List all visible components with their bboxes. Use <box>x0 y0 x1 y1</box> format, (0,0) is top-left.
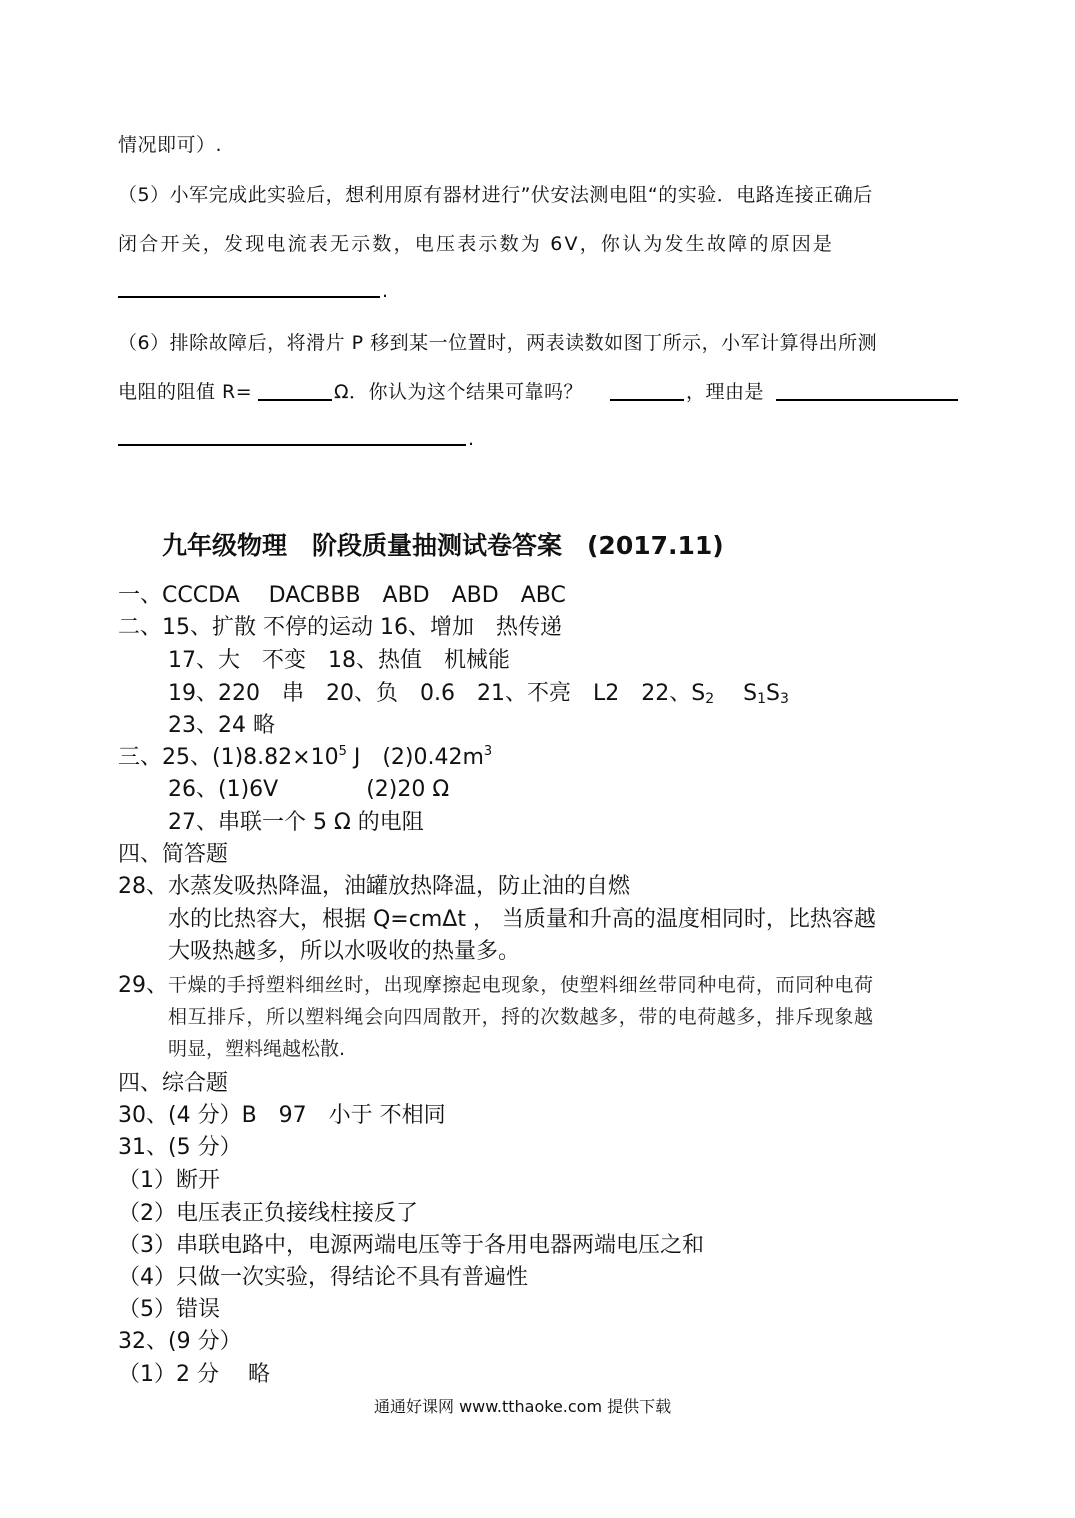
answers-section-2-line-2: 17、大 不变 18、热值 机械能 <box>168 648 510 673</box>
answer-29-line-1: 干燥的手捋塑料细丝时，出现摩擦起电现象，使塑料细丝带同种电荷，而同种电荷 <box>168 974 874 996</box>
answer-31-header: 31、(5 分） <box>118 1135 242 1160</box>
answer-30: 30、(4 分）B 97 小于 不相同 <box>118 1103 446 1128</box>
answer-28-line-3: 大吸热越多，所以水吸收的热量多。 <box>168 939 521 964</box>
answer-blank-resistance <box>258 399 332 401</box>
answer-31-part-5: （5）错误 <box>118 1297 220 1322</box>
question-6-reason-label: ，理由是 <box>686 381 765 403</box>
question-6-end: . <box>468 428 475 450</box>
answer-31-part-2: （2）电压表正负接线柱接反了 <box>118 1201 418 1226</box>
answer-31-part-3: （3）串联电路中，电源两端电压等于各用电器两端电压之和 <box>118 1233 704 1258</box>
answers-section-3-line-2: 26、(1)6V (2)20 Ω <box>168 777 450 802</box>
answer-28-line-2: 水的比热容大，根据 Q=cmΔt ， 当质量和升高的温度相同时，比热容越 <box>168 907 876 932</box>
answers-section-3-line-3: 27、串联一个 5 Ω 的电阻 <box>168 810 424 835</box>
answer-29-line-3: 明显，塑料绳越松散. <box>168 1038 346 1060</box>
answers-section-2-line-4: 23、24 略 <box>168 713 275 738</box>
answers-section-3-line-1: 三、25、$(1)8.82\times 10^5$ J $(2)0.42m^3$ <box>118 744 493 770</box>
section-5-title: 四、综合题 <box>118 1071 229 1096</box>
answers-section-2-line-1: 二、15、扩散 不停的运动 16、增加 热传递 <box>118 615 562 640</box>
answer-blank-reliable <box>610 399 684 401</box>
answer-31-part-1: （1）断开 <box>118 1168 220 1193</box>
answer-29-line-2: 相互排斥，所以塑料绳会向四周散开，捋的次数越多，带的电荷越多，排斥现象越 <box>168 1006 874 1028</box>
question-5-line-1: （5）小军完成此实验后，想利用原有器材进行”伏安法测电阻“的实验．电路连接正确后 <box>118 184 873 206</box>
question-continuation: 情况即可）. <box>118 134 223 156</box>
answer-28-line-1: 28、水蒸发吸热降温，油罐放热降温，防止油的自燃 <box>118 874 630 899</box>
answer-29-number: 29、 <box>118 973 168 998</box>
question-6-resistance-label: 电阻的阻值 R= <box>118 381 253 403</box>
question-5-end: . <box>382 280 389 302</box>
question-5-line-2: 闭合开关，发现电流表无示数，电压表示数为 6V，你认为发生故障的原因是 <box>118 233 835 255</box>
page-footer: 通通好课网 www.tthaoke.com 提供下载 <box>374 1397 672 1416</box>
section-4-title: 四、简答题 <box>118 842 229 867</box>
answer-32-header: 32、(9 分） <box>118 1329 242 1354</box>
question-6-reliable-label: Ω．你认为这个结果可靠吗？ <box>334 381 584 403</box>
answer-blank-q5 <box>118 296 380 298</box>
answer-blank-reason-2 <box>118 444 466 446</box>
question-6-line-1: （6）排除故障后，将滑片 P 移到某一位置时，两表读数如图丁所示，小军计算得出所测 <box>118 332 878 354</box>
answer-32-part-1: （1）2 分 略 <box>118 1362 270 1387</box>
answers-section-1: 一、CCCDA DACBBB ABD ABD ABC <box>118 583 566 608</box>
answers-section-2-line-3: 19、220 串 20、负 0.6 21、不亮 L2 22、$S_2$ $S_1S_3$ <box>168 681 789 707</box>
answer-31-part-4: （4）只做一次实验，得结论不具有普遍性 <box>118 1265 528 1290</box>
answer-blank-reason-1 <box>776 399 958 401</box>
answer-key-title: 九年级物理 阶段质量抽测试卷答案 (2017.11) <box>162 531 724 560</box>
